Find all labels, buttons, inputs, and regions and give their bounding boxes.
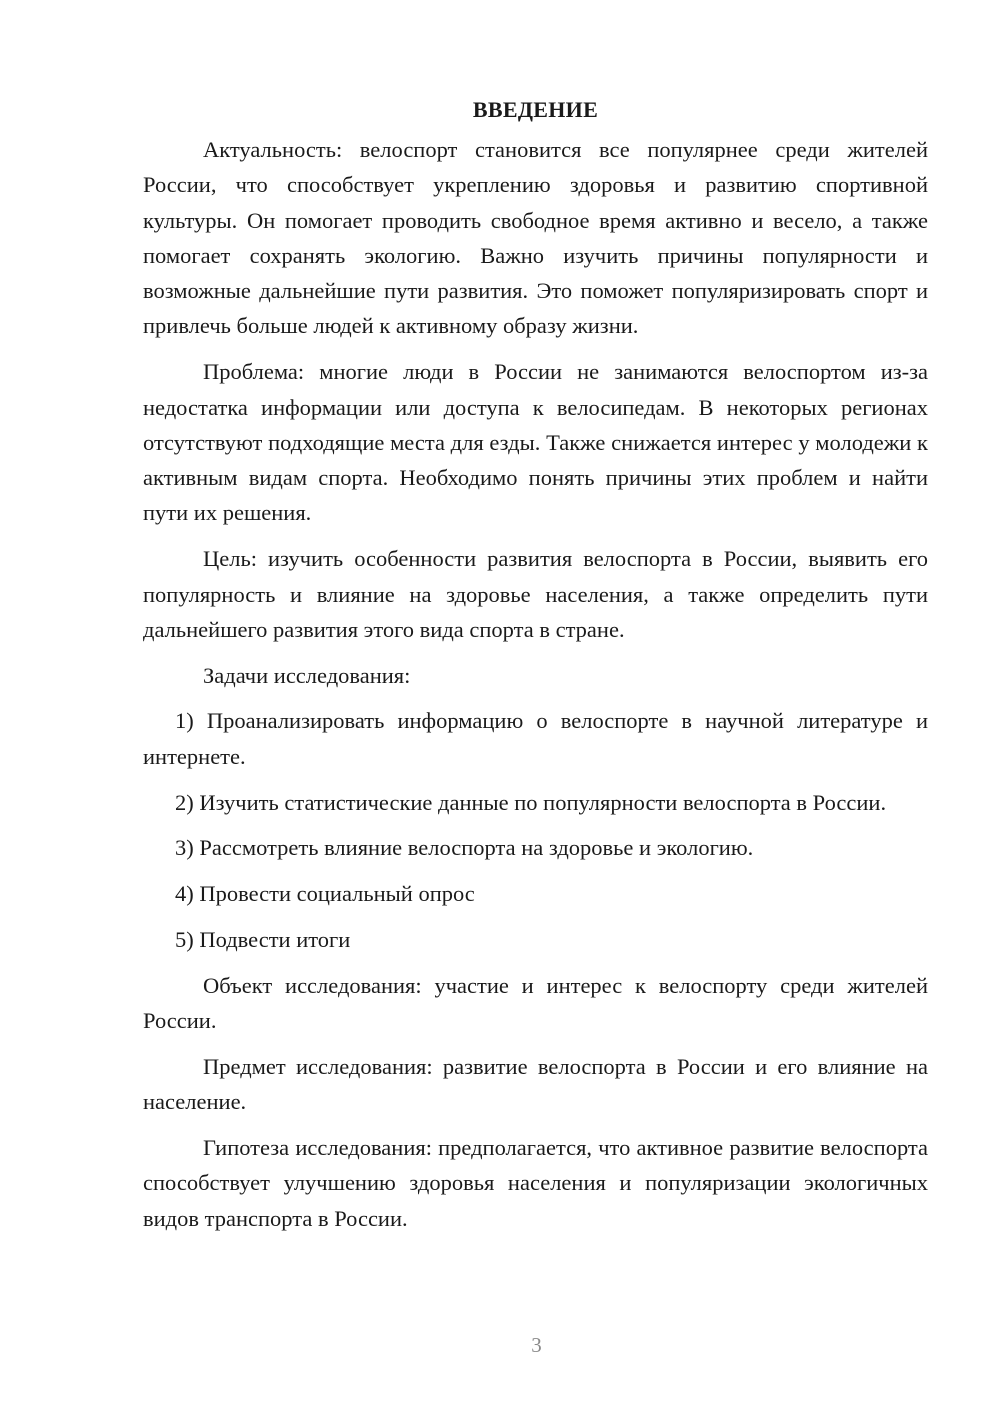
page-number: 3 [531, 1333, 542, 1357]
paragraph-tasks-heading: Задачи исследования: [203, 662, 411, 688]
task-item-3: 3) Рассмотреть влияние велоспорта на здоровье и экологию. [175, 835, 754, 861]
document-page [143, 92, 928, 1246]
paragraph-problem: Проблема: многие люди в России не занимаются велоспортом из-за недостатка информации или доступа к велосипедам. В некоторых регионах отсутствуют подходящие места для езды. Также снижается интерес у молодежи к активным видам спорта. Необходимо понять причины этих проблем и найти пути их решения. [143, 359, 928, 526]
task-item-1: 1) Проанализировать информацию о велоспорте в научной литературе и интернете. [143, 708, 928, 769]
paragraph-object: Объект исследования: участие и интерес к велоспорту среди жителей России. [143, 972, 928, 1034]
section-title: ВВЕДЕНИЕ [472, 97, 599, 122]
paragraph-relevance: Актуальность: велоспорт становится все популярнее среди жителей России, что способствует укреплению здоровья и развитию спортивной культуры. Он помогает проводить свободное время активно и весело, а также помогает сохранять экологию. Важно изучить причины популярности и возможные дальнейшие пути развития. Это поможет популяризировать спорт и привлечь больше людей к активному образу жизни. [143, 137, 928, 339]
paragraph-hypothesis: Гипотеза исследования: предполагается, что активное развитие велоспорта способствует улучшению здоровья населения и популяризации экологичных видов транспорта в России. [143, 1134, 928, 1231]
task-item-5: 5) Подвести итоги [175, 926, 351, 952]
task-item-2: 2) Изучить статистические данные по популярности велоспорта в России. [175, 789, 887, 815]
task-item-4: 4) Провести социальный опрос [175, 881, 475, 907]
paragraph-subject: Предмет исследования: развитие велоспорта в России и его влияние на население. [143, 1053, 928, 1115]
paragraph-goal: Цель: изучить особенности развития велоспорта в России, выявить его популярность и влияние на здоровье населения, а также определить пути дальнейшего развития этого вида спорта в стране. [143, 546, 928, 642]
